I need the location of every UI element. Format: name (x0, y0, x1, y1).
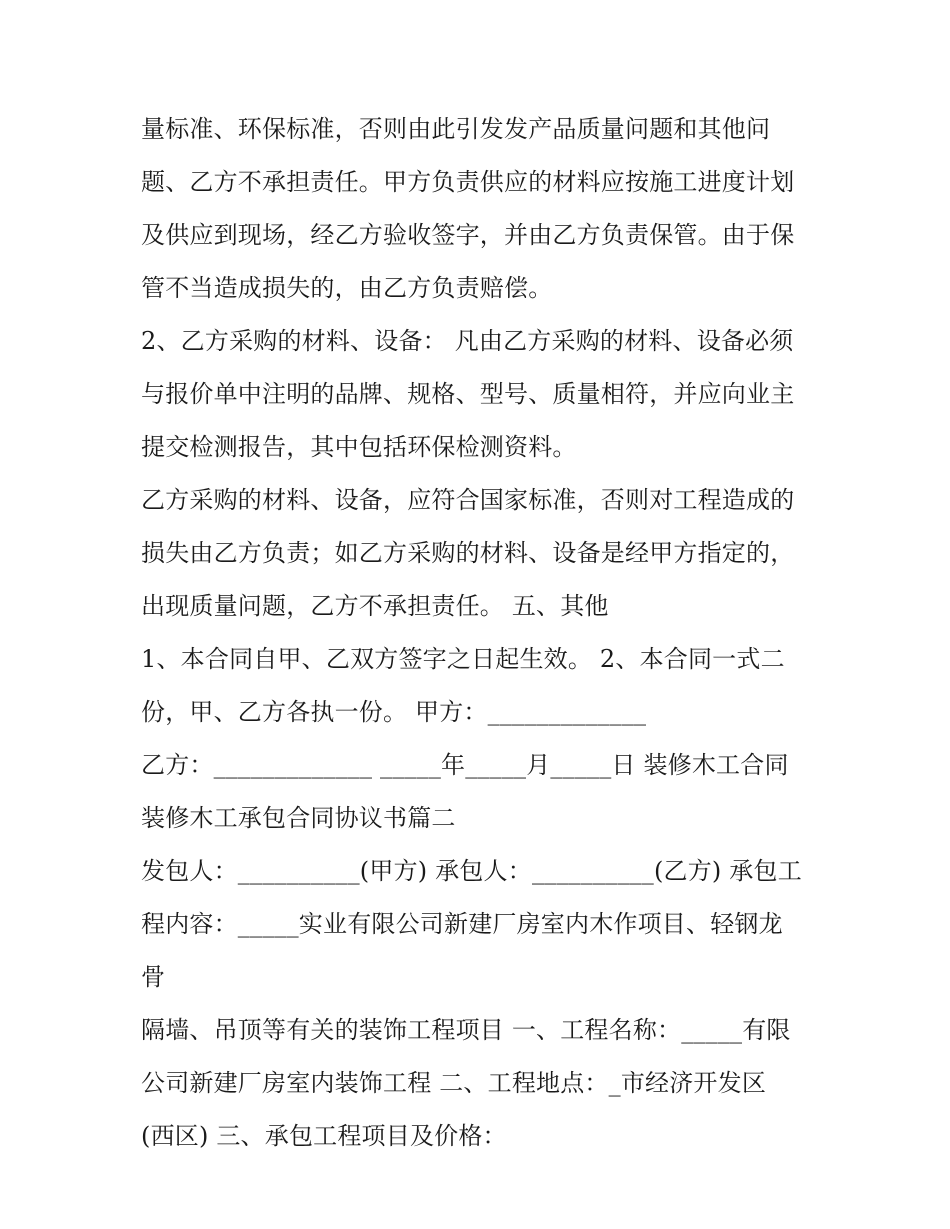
text-line: 及供应到现场，经乙方验收签字，并由乙方负责保管。由于保 (141, 221, 795, 249)
text-line: 1、本合同自甲、乙双方签字之日起生效。 2、本合同一式二 (141, 645, 785, 673)
text-line: 题、乙方不承担责任。甲方负责供应的材料应按施工进度计划 (141, 168, 795, 196)
text-line: 程内容：_____实业有限公司新建厂房室内木作项目、轻钢龙 (141, 910, 783, 938)
text-line: 管不当造成损失的，由乙方负责赔偿。 (141, 274, 553, 302)
section-title: 装修木工承包合同协议书篇二 (141, 804, 456, 832)
text-line: 骨 (141, 963, 166, 991)
text-line: 出现质量问题，乙方不承担责任。 五、其他 (141, 592, 609, 620)
text-line: 发包人：__________(甲方) 承包人：__________(乙方) 承包工 (141, 857, 802, 885)
document-body (141, 103, 831, 1163)
text-line: 乙方：_____________ _____年_____月_____日 装修木工合同 (141, 751, 789, 779)
text-line: 公司新建厂房室内装饰工程 二、工程地点：_市经济开发区 (141, 1069, 767, 1097)
text-line: 份，甲、乙方各执一份。 甲方：_____________ (141, 698, 647, 726)
text-line: 2、乙方采购的材料、设备： 凡由乙方采购的材料、设备必须 (141, 327, 794, 355)
text-line: (西区) 三、承包工程项目及价格： (141, 1122, 507, 1150)
text-line: 乙方采购的材料、设备，应符合国家标准，否则对工程造成的 (141, 486, 795, 514)
text-line: 量标准、环保标准，否则由此引发发产品质量问题和其他问 (141, 115, 771, 143)
text-line: 隔墙、吊顶等有关的装饰工程项目 一、工程名称：_____有限 (141, 1016, 791, 1044)
text-line: 提交检测报告，其中包括环保检测资料。 (141, 433, 577, 461)
text-line: 损失由乙方负责；如乙方采购的材料、设备是经甲方指定的， (141, 539, 795, 567)
text-line: 与报价单中注明的品牌、规格、型号、质量相符，并应向业主 (141, 380, 795, 408)
